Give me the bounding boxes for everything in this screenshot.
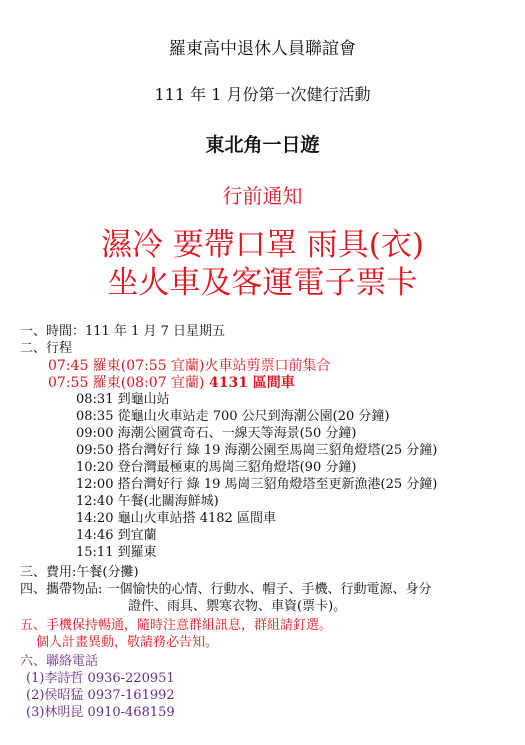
contact-item: (1)李詩哲 0936-220951 — [26, 671, 175, 686]
contacts-label: 六、聯絡電話 — [20, 654, 99, 669]
banner-line-1: 濕冷 要帶口罩 雨具(衣) — [101, 227, 424, 263]
time-line: 一、時間：111 年 1 月 7 日星期五 — [20, 324, 226, 339]
itinerary-item: 12:40 午餐(北關海鮮城) — [76, 494, 219, 509]
items-line-2: 證件、雨具、禦寒衣物、車資(票卡)。 — [128, 599, 347, 614]
train-number: 4131 區間車 — [208, 375, 295, 391]
phone-note-2: 個人計畫異動，敬請務必告知。 — [36, 635, 219, 650]
itinerary-item-text: 07:55 羅東(08:07 宜蘭) — [48, 375, 209, 391]
trip-title: 東北角一日遊 — [205, 134, 320, 156]
contact-item: (3)林明昆 0910-468159 — [26, 705, 175, 720]
itinerary-item: 15:11 到羅東 — [76, 545, 157, 560]
event-title: 111 年 1 月份第一次健行活動 — [154, 85, 371, 104]
itinerary-item: 09:00 海潮公園賞奇石、一線天等海景(50 分鐘) — [76, 426, 357, 441]
contact-item: (2)侯昭猛 0937-161992 — [26, 688, 175, 703]
banner-line-2: 坐火車及客運電子票卡 — [107, 265, 418, 301]
itinerary-item — [48, 375, 295, 391]
itinerary-item: 14:20 龜山火車站搭 4182 區間車 — [76, 511, 276, 526]
items-line-1: 四、攜帶物品: 一個愉快的心情、行動水、帽子、手機、行動電源、身分 — [20, 582, 432, 597]
itinerary-item: 09:50 搭台灣好行 綠 19 海潮公園至馬崗三貂角燈塔(25 分鐘) — [76, 443, 438, 458]
itinerary-item: 08:35 從龜山火車站走 700 公尺到海潮公園(20 分鐘) — [76, 409, 390, 424]
phone-note-1: 五、手機保持暢通，隨時注意群組訊息，群組請釘選。 — [20, 618, 333, 633]
fee-line: 三、費用:午餐(分攤) — [20, 565, 139, 580]
org-title: 羅東高中退休人員聯誼會 — [169, 39, 356, 59]
itinerary-item: 12:00 搭台灣好行 綠 19 馬崗三貂角燈塔至更新漁港(25 分鐘) — [76, 477, 438, 492]
itinerary-label: 二、行程 — [20, 341, 73, 356]
itinerary-item: 14:46 到宜蘭 — [76, 528, 157, 543]
itinerary-item: 07:45 羅東(07:55 宜蘭)火車站剪票口前集合 — [48, 358, 331, 374]
notice-heading: 行前通知 — [222, 184, 303, 208]
itinerary-item: 10:20 登台灣最極東的馬崗三貂角燈塔(90 分鐘) — [76, 460, 357, 475]
itinerary-item: 08:31 到龜山站 — [76, 392, 170, 407]
